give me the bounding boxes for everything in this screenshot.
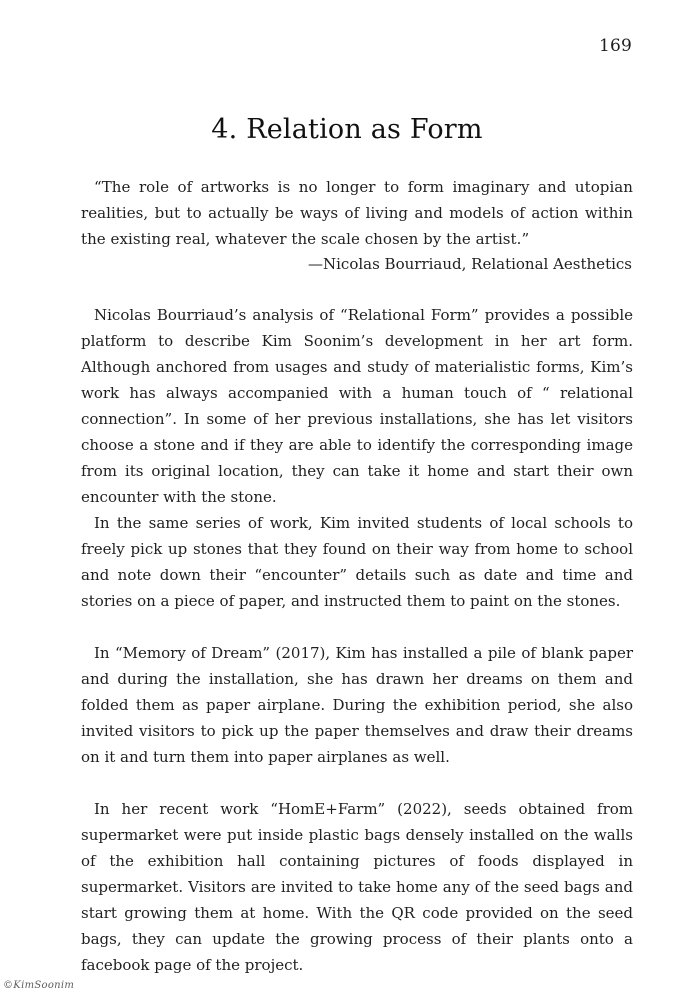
body-paragraph-1: Nicolas Bourriaud’s analysis of “Relational Form” provides a possible platform to describe Kim Soonim’s development in her art form. Although anchored from usages and study of materialistic forms, Kim’s work has always accompanied with a human touch of “ relational connection”. In some of her previous installations, she has let visitors choose a stone and if they are able to identify the corresponding image from its original location, they can take it home and start their own encounter with the stone. [81,306,633,506]
body-paragraph-3: In “Memory of Dream” (2017), Kim has installed a pile of blank paper and during the installation, she has drawn her dreams on them and folded them as paper airplane. During the exhibition period, she also invited visitors to pick up the paper themselves and draw their dreams on it and turn them into paper airplanes as well. [81,644,633,766]
copyright-watermark: ©KimSoonim [3,980,75,991]
epigraph-quote: “The role of artworks is no longer to form imaginary and utopian realities, but to actually be ways of living and models of action within the existing real, whatever the scale chosen by the artist.” [81,178,633,248]
chapter-title: 4. Relation as Form [211,114,483,145]
body-paragraph-2: In the same series of work, Kim invited students of local schools to freely pick up stones that they found on their way from home to school and note down their “encounter” details such as date and time and stories on a piece of paper, and instructed them to paint on the stones. [81,514,633,610]
body-paragraph-4: In her recent work “HomE+Farm” (2022), seeds obtained from supermarket were put inside plastic bags densely installed on the walls of the exhibition hall containing pictures of foods displayed in supermarket. Visitors are invited to take home any of the seed bags and start growing them at home. With the QR code provided on the seed bags, they can update the growing process of their plants onto a facebook page of the project. [81,800,633,974]
page-number: 169 [598,36,632,56]
epigraph-attribution: —Nicolas Bourriaud, Relational Aesthetics [308,255,632,273]
